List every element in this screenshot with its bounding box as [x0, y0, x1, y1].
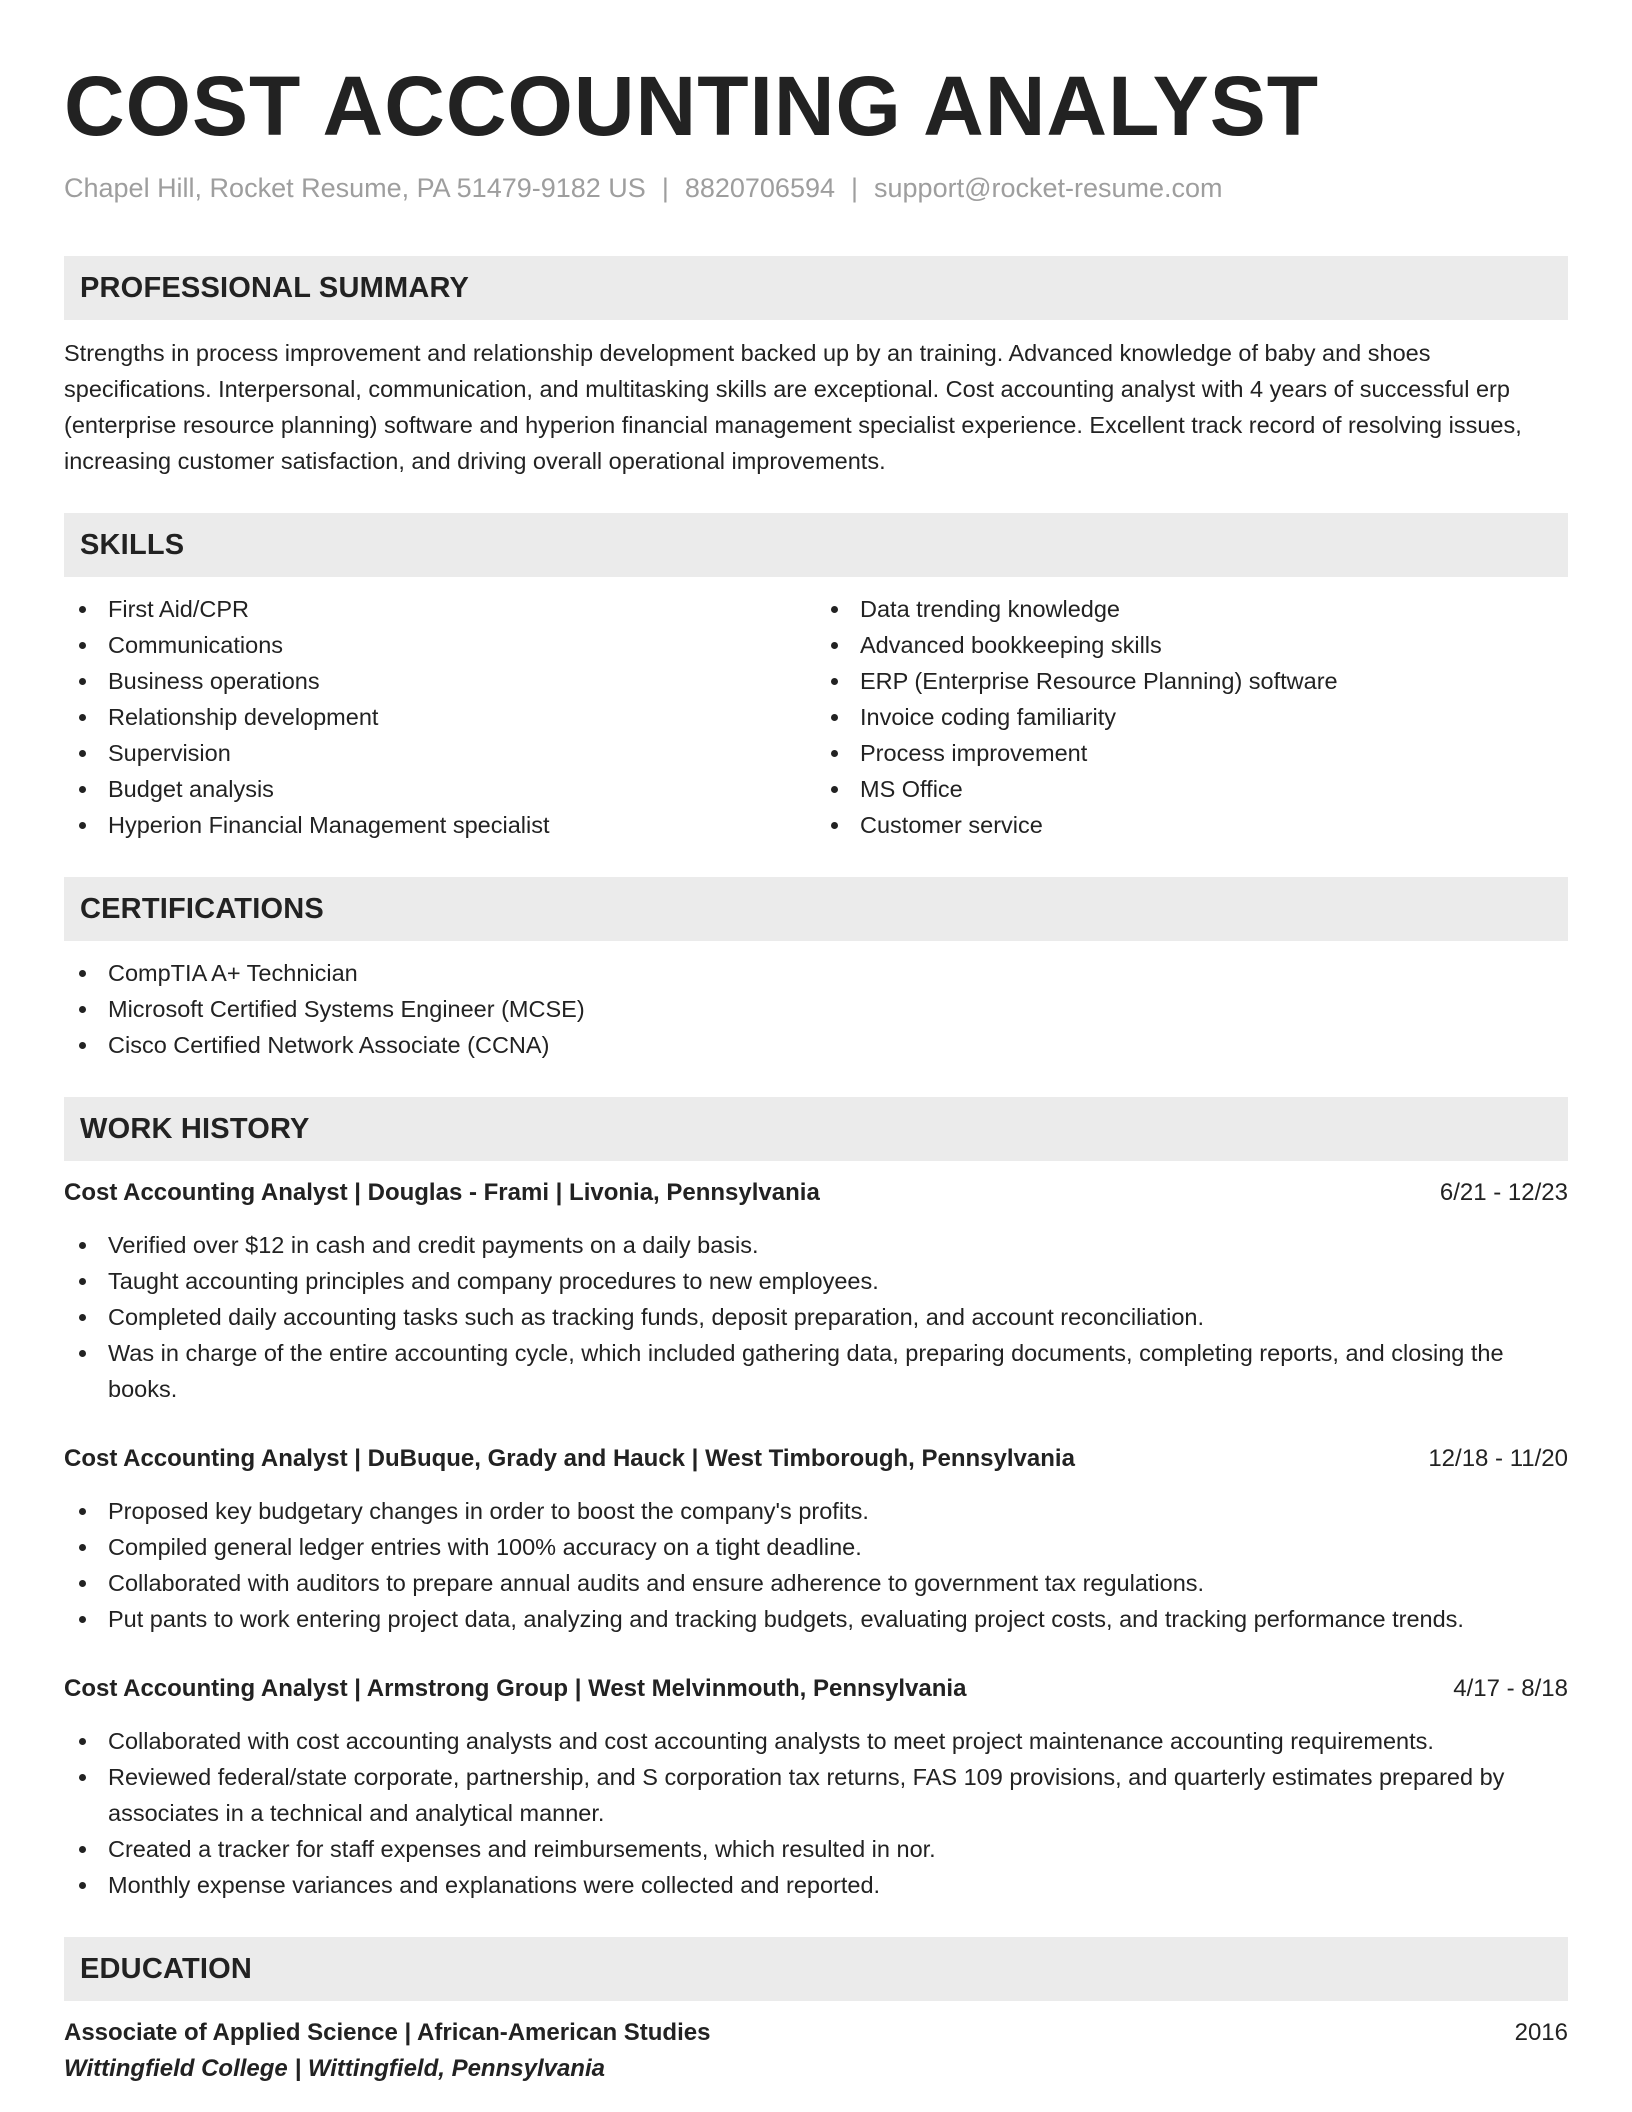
- contact-separator: |: [851, 173, 859, 203]
- education-header: [64, 2015, 1568, 2051]
- contact-phone: 8820706594: [684, 173, 835, 203]
- certification-item: CompTIA A+ Technician: [64, 955, 1568, 991]
- job-bullet: Collaborated with auditors to prepare annual audits and ensure adherence to government tax regulations.: [64, 1565, 1568, 1601]
- job-bullet: Compiled general ledger entries with 100% accuracy on a tight deadline.: [64, 1529, 1568, 1565]
- job-header: [64, 1671, 1568, 1707]
- skills-column-right: [816, 591, 1568, 843]
- job-bullet: Reviewed federal/state corporate, partnership, and S corporation tax returns, FAS 109 provisions, and quarterly estimates prepared by associates in a technical and analytical manner.: [64, 1759, 1568, 1831]
- education-entry: [64, 2015, 1568, 2087]
- contact-email: support@rocket-resume.com: [874, 173, 1223, 203]
- job-dates: 4/17 - 8/18: [1453, 1675, 1568, 1703]
- skill-item: Budget analysis: [64, 771, 816, 807]
- job-bullet: Collaborated with cost accounting analysts and cost accounting analysts to meet project maintenance accounting requirements.: [64, 1723, 1568, 1759]
- job-title: Cost Accounting Analyst | Douglas - Frami | Livonia, Pennsylvania: [64, 1179, 820, 1207]
- job-bullet: Created a tracker for staff expenses and reimbursements, which resulted in nor.: [64, 1831, 1568, 1867]
- skill-item: Advanced bookkeeping skills: [816, 627, 1568, 663]
- job-title: Cost Accounting Analyst | Armstrong Group | West Melvinmouth, Pennsylvania: [64, 1675, 967, 1703]
- job-bullet: Taught accounting principles and company procedures to new employees.: [64, 1263, 1568, 1299]
- skill-item: Relationship development: [64, 699, 816, 735]
- skill-item: Customer service: [816, 807, 1568, 843]
- job-bullets: [64, 1227, 1568, 1407]
- job-header: [64, 1175, 1568, 1211]
- summary-text: Strengths in process improvement and relationship development backed up by an training. Advanced knowledge of baby and shoes specifications. Interpersonal, communication, and multitasking skills are exceptional. Cost accounting analyst with 4 years of successful erp (enterprise resource planning) software and hyperion financial management specialist experience. Excellent track record of resolving issues, increasing customer satisfaction, and driving overall operational improvements.: [64, 340, 1522, 475]
- education-school: Wittingfield College | Wittingfield, Pennsylvania: [64, 2055, 605, 2083]
- skill-item: Hyperion Financial Management specialist: [64, 807, 816, 843]
- contact-line: [64, 172, 1568, 204]
- skill-item: Data trending knowledge: [816, 591, 1568, 627]
- skill-item: First Aid/CPR: [64, 591, 816, 627]
- skill-item: Supervision: [64, 735, 816, 771]
- certification-item: Cisco Certified Network Associate (CCNA): [64, 1027, 1568, 1063]
- contact-address: Chapel Hill, Rocket Resume, PA 51479-9182 US: [64, 173, 646, 203]
- education-year: 2016: [1514, 2019, 1568, 2047]
- job-title: Cost Accounting Analyst | DuBuque, Grady and Hauck | West Timborough, Pennsylvania: [64, 1445, 1075, 1473]
- skills-heading: SKILLS: [64, 513, 1568, 577]
- certifications-heading: CERTIFICATIONS: [64, 877, 1568, 941]
- skill-item: ERP (Enterprise Resource Planning) software: [816, 663, 1568, 699]
- certifications-list: [64, 955, 1568, 1063]
- skill-item: Communications: [64, 627, 816, 663]
- skill-item: Business operations: [64, 663, 816, 699]
- work-history-heading: WORK HISTORY: [64, 1097, 1568, 1161]
- job-bullet: Monthly expense variances and explanations were collected and reported.: [64, 1867, 1568, 1903]
- education-degree: Associate of Applied Science | African-American Studies: [64, 2019, 711, 2047]
- job-dates: 6/21 - 12/23: [1439, 1179, 1568, 1207]
- contact-separator: |: [661, 173, 669, 203]
- job-entry: [64, 1175, 1568, 1407]
- skills-list: [64, 591, 1568, 843]
- candidate-name: COST ACCOUNTING ANALYST: [64, 59, 1320, 153]
- job-bullet: Completed daily accounting tasks such as tracking funds, deposit preparation, and account reconciliation.: [64, 1299, 1568, 1335]
- job-bullet: Was in charge of the entire accounting cycle, which included gathering data, preparing documents, completing reports, and closing the books.: [64, 1335, 1568, 1407]
- job-header: [64, 1441, 1568, 1477]
- job-bullet: Verified over $12 in cash and credit payments on a daily basis.: [64, 1227, 1568, 1263]
- skill-item: Process improvement: [816, 735, 1568, 771]
- job-entry: [64, 1441, 1568, 1637]
- education-heading: EDUCATION: [64, 1937, 1568, 2001]
- job-dates: 12/18 - 11/20: [1428, 1445, 1568, 1473]
- skills-column-left: [64, 591, 816, 843]
- skill-item: MS Office: [816, 771, 1568, 807]
- certification-item: Microsoft Certified Systems Engineer (MCSE): [64, 991, 1568, 1027]
- job-bullet: Put pants to work entering project data, analyzing and tracking budgets, evaluating project costs, and tracking performance trends.: [64, 1601, 1568, 1637]
- job-bullet: Proposed key budgetary changes in order to boost the company's profits.: [64, 1493, 1568, 1529]
- summary-heading: PROFESSIONAL SUMMARY: [64, 256, 1568, 320]
- job-bullets: [64, 1493, 1568, 1637]
- job-entry: [64, 1671, 1568, 1903]
- skill-item: Invoice coding familiarity: [816, 699, 1568, 735]
- job-bullets: [64, 1723, 1568, 1903]
